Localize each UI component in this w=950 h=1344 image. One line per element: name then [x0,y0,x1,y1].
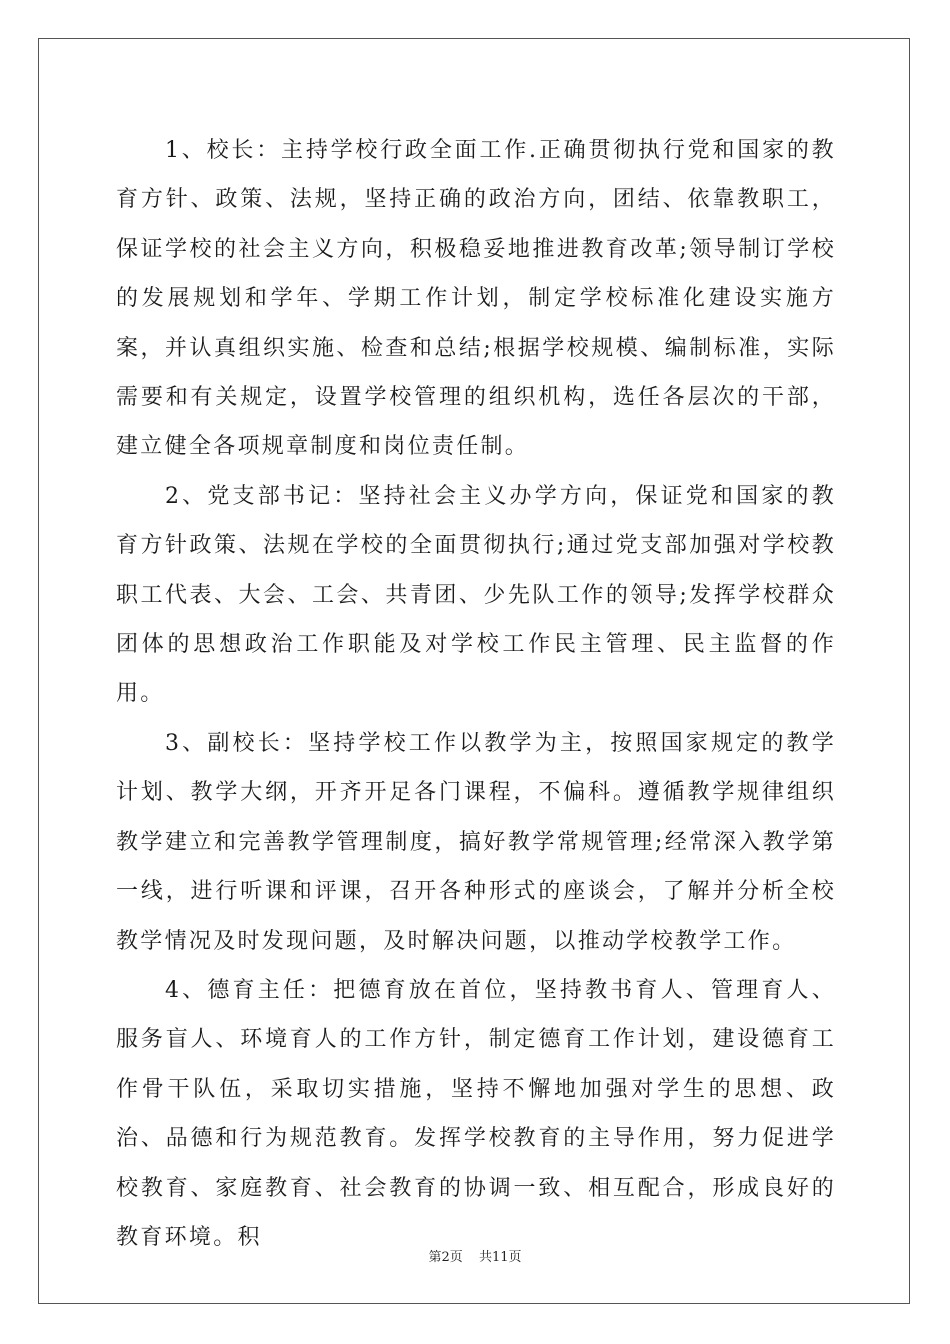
page-number-current: 第2页 [428,1250,463,1265]
paragraph-moral-education-director: 4、德育主任：把德育放在首位，坚持教书育人、管理育人、服务盲人、环境育人的工作方针，制定德育工作计划，建设德育工作骨干队伍，采取切实措施，坚持不懈地加强对学生的思想、政治、品德和行为规范教育。发挥学校教育的主导作用，努力促进学校教育、家庭教育、社会教育的协调一致、相互配合，形成良好的教育环境。积 [116,977,836,1250]
paragraph-vice-principal: 3、副校长：坚持学校工作以教学为主，按照国家规定的教学计划、教学大纲，开齐开足各门课程，不偏科。遵循教学规律组织教学建立和完善教学管理制度，搞好教学常规管理;经常深入教学第一线，进行听课和评课，召开各种形式的座谈会，了解并分析全校教学情况及时发现问题，及时解决问题，以推动学校教学工作。 [116,730,836,954]
paragraph-principal: 1、校长：主持学校行政全面工作.正确贯彻执行党和国家的教育方针、政策、法规，坚持正确的政治方向，团结、依靠教职工，保证学校的社会主义方向，积极稳妥地推进教育改革;领导制订学校的发展规划和学年、学期工作计划，制定学校标准化建设实施方案，并认真组织实施、检查和总结;根据学校规模、编制标准，实际需要和有关规定，设置学校管理的组织机构，选任各层次的干部，建立健全各项规章制度和岗位责任制。 [116,138,836,460]
page-number-total: 共11页 [478,1250,522,1265]
paragraph-party-secretary: 2、党支部书记：坚持社会主义办学方向，保证党和国家的教育方针政策、法规在学校的全面贯彻执行;通过党支部加强对学校教职工代表、大会、工会、共青团、少先队工作的领导;发挥学校群众团体的思想政治工作职能及对学校工作民主管理、民主监督的作用。 [116,483,836,707]
page-footer [0,1246,950,1265]
document-body [116,126,836,1262]
